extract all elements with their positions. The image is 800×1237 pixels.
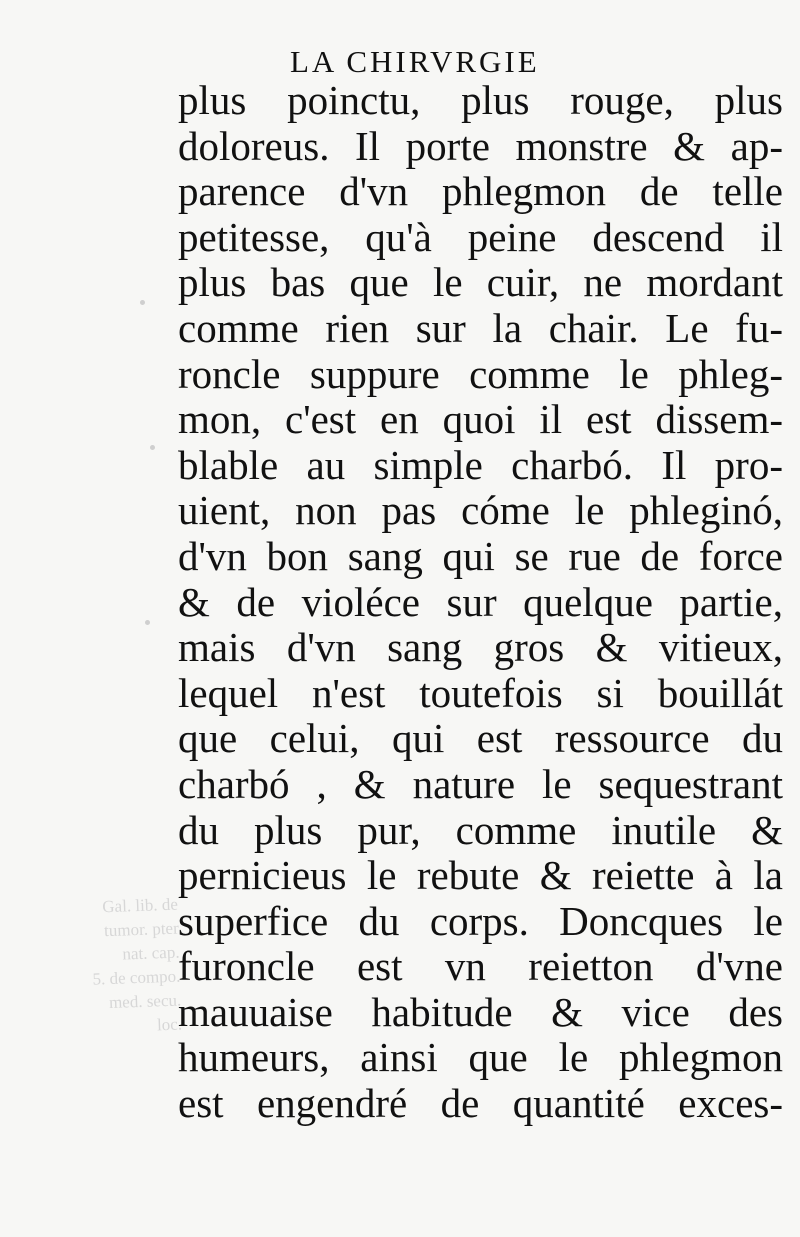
running-head: LA CHIRVRGIE (290, 44, 540, 79)
text-line: humeurs, ainsi que le phlegmon (178, 1035, 783, 1081)
paper-speck (145, 620, 150, 625)
paper-speck (140, 300, 145, 305)
text-line: mais d'vn sang gros & vitieux, (178, 625, 783, 671)
text-line: & de violéce sur quelque partie, (178, 579, 783, 625)
text-line: d'vn bon sang qui se rue de force (178, 533, 783, 579)
text-line: pernicieus le rebute & reiette à la (178, 853, 783, 899)
text-line: mon, c'est en quoi il est dissem- (178, 397, 783, 443)
margin-note-line: nat. cap. (122, 942, 180, 964)
text-line: que celui, qui est ressource du (178, 716, 783, 762)
margin-note-line: med. secu. (108, 990, 182, 1013)
text-line: lequel n'est toutefois si bouillát (178, 670, 783, 716)
text-line: petitesse, qu'à peine descend il (178, 214, 783, 260)
margin-note-line: tumor. pter (103, 918, 180, 941)
text-line: roncle suppure comme le phleg- (178, 351, 783, 397)
text-line: charbó , & nature le sequestrant (178, 761, 783, 807)
text-line: comme rien sur la chair. Le fu- (178, 305, 783, 351)
paper-speck (150, 445, 155, 450)
text-line: mauuaise habitude & vice des (178, 989, 783, 1035)
text-line: parence d'vn phlegmon de telle (178, 169, 783, 215)
text-line: uient, non pas cóme le phleginó, (178, 488, 783, 534)
text-line: blable au simple charbó. Il pro- (178, 442, 783, 488)
margin-note-line: 5. de compo. (92, 966, 181, 989)
text-line: superfice du corps. Doncques le (178, 898, 783, 944)
text-line: plus poinctu, plus rouge, plus (178, 78, 783, 123)
text-line: du plus pur, comme inutile & (178, 807, 783, 853)
body-text (178, 78, 783, 1127)
margin-note-line: Gal. lib. de (102, 894, 179, 917)
text-line: doloreus. Il porte monstre & ap- (178, 123, 783, 169)
margin-note-line: loc. (156, 1014, 183, 1035)
margin-note (38, 893, 183, 1042)
text-line: plus bas que le cuir, ne mordant (178, 260, 783, 306)
text-line: est engendré de quantité exces- (178, 1081, 783, 1127)
text-line: furoncle est vn reietton d'vne (178, 944, 783, 990)
